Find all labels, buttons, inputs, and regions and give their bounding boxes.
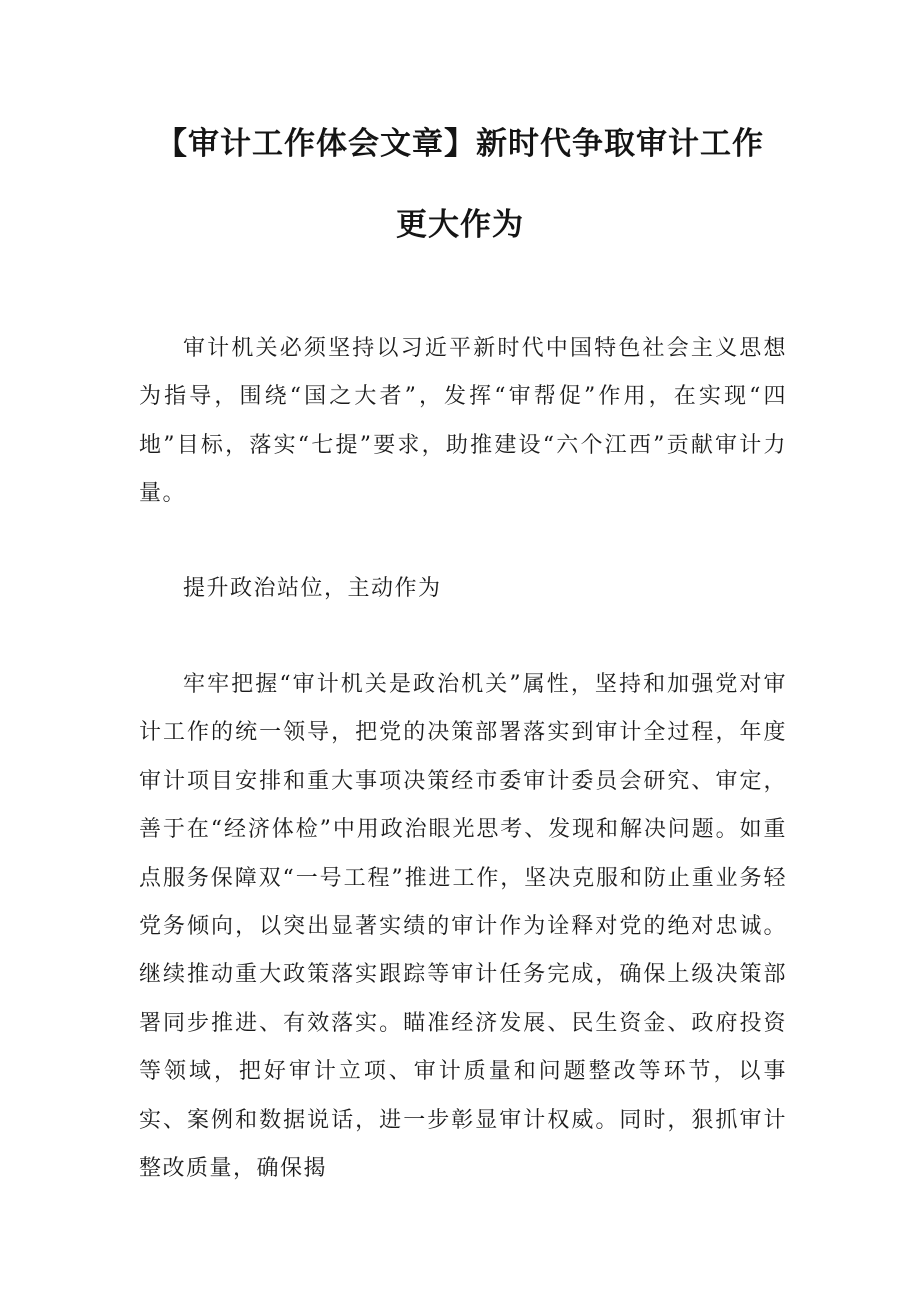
document-title-line-1: 【审计工作体会文章】新时代争取审计工作	[156, 126, 764, 162]
body-paragraph: 牢牢把握“审计机关是政治机关”属性，坚持和加强党对审计工作的统一领导，把党的决策部署落实到审计全过程，年度审计项目安排和重大事项决策经市委审计委员会研究、审定，善于在“经济体检”中用政治眼光思考、发现和解决问题。如重点服务保障双“一号工程”推进工作，坚决克服和防止重业务轻党务倾向，以突出显著实绩的审计作为诠释对党的绝对忠诚。继续推动重大政策落实跟踪等审计任务完成，确保上级决策部署同步推进、有效落实。瞄准经济发展、民生资金、政府投资等领域，把好审计立项、审计质量和问题整改等环节，以事实、案例和数据说话，进一步彰显审计权威。同时，狠抓审计整改质量，确保揭	[139, 672, 787, 1182]
intro-paragraph: 审计机关必须坚持以习近平新时代中国特色社会主义思想为指导，围绕“国之大者”，发挥“审帮促”作用，在实现“四地”目标，落实“七提”要求，助推建设“六个江西”贡献审计力量。	[139, 336, 787, 507]
section-heading: 提升政治站位，主动作为	[183, 576, 442, 601]
document-title-line-2: 更大作为	[396, 207, 524, 243]
